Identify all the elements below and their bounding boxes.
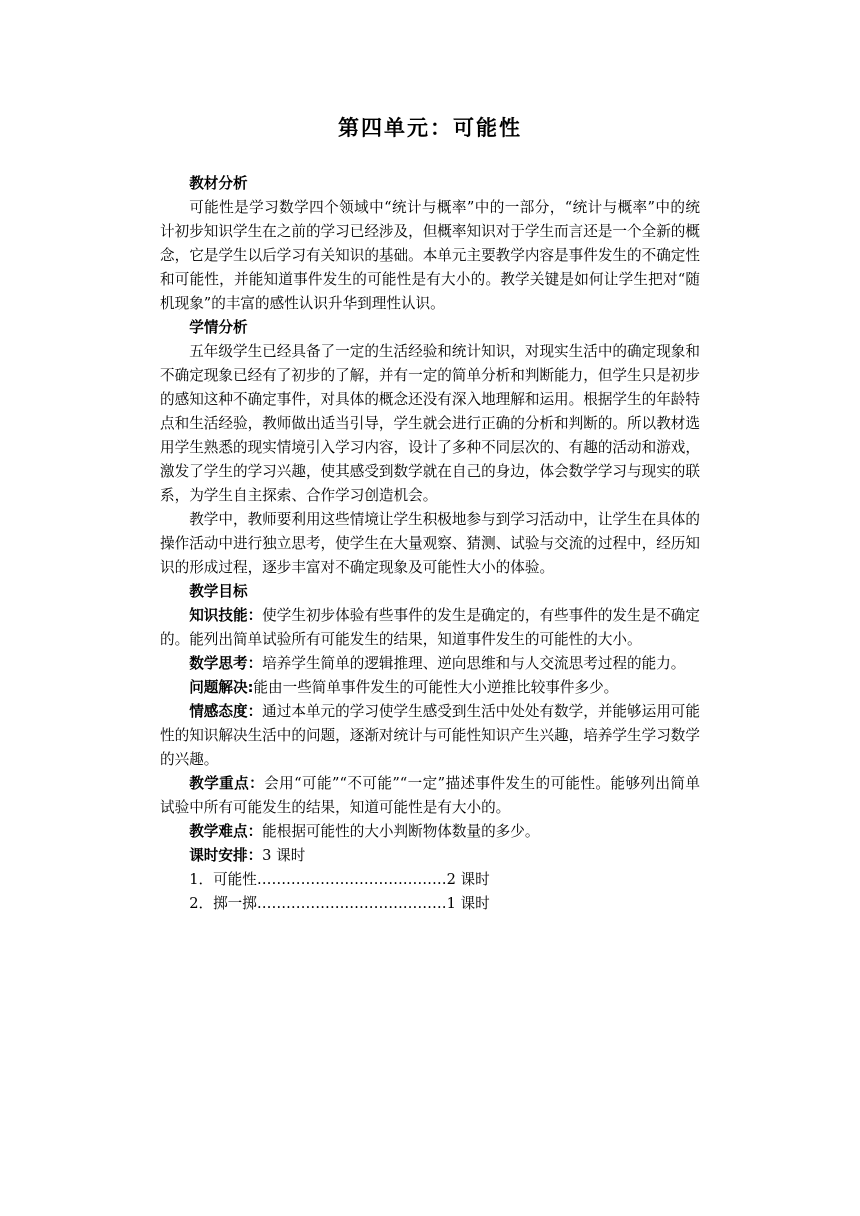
goal-problem-solving: [160, 676, 700, 700]
goal-text: 通过本单元的学习使学生感受到生活中处处有数学，并能够运用可能性的知识解决生活中的问题，逐渐对统计与可能性知识产生兴趣，培养学生学习数学的兴趣。: [160, 703, 700, 768]
goal-knowledge: [160, 604, 700, 652]
goal-label: 情感态度：: [189, 703, 263, 720]
difficulty-text: 能根据可能性的大小判断物体数量的多少。: [262, 823, 540, 840]
goal-label: 问题解决:: [189, 679, 254, 696]
teaching-difficulty: [160, 820, 700, 844]
goal-text: 能由一些简单事件发生的可能性大小逆推比较事件多少。: [253, 679, 619, 696]
schedule: [160, 844, 700, 868]
focus-label: 教学重点：: [189, 775, 265, 792]
section-heading-goals: 教学目标: [189, 583, 248, 600]
goal-thinking: [160, 652, 700, 676]
lesson-leader-dots: …………………………………: [256, 871, 447, 888]
focus-text: 会用“可能”“不可能”“一定”描述事件发生的可能性。能够列出简单试验中所有可能发生的结果，知道可能性是有大小的。: [160, 775, 700, 816]
lesson-hours: 2 课时: [446, 871, 490, 888]
document-body: [160, 172, 700, 916]
page-title: 第四单元：可能性: [338, 116, 522, 140]
goal-label: 数学思考：: [189, 655, 263, 672]
paragraph-material: 可能性是学习数学四个领域中“统计与概率”中的一部分，“统计与概率”中的统计初步知识学生在之前的学习已经涉及，但概率知识对于学生而言还是一个全新的概念，它是学生以后学习有关知识的基础。本单元主要教学内容是事件发生的不确定性和可能性，并能知道事件发生的可能性是有大小的。教学关键是如何让学生把对“随机现象”的丰富的感性认识升华到理性认识。: [160, 199, 700, 312]
schedule-text: 3 课时: [262, 847, 306, 864]
goal-attitude: [160, 700, 700, 772]
lesson-leader-dots: …………………………………: [256, 895, 447, 912]
lesson-item: [160, 868, 700, 892]
lesson-name: 2．掷一掷: [189, 895, 257, 912]
paragraph-students-2: 教学中，教师要利用这些情境让学生积极地参与到学习活动中，让学生在具体的操作活动中进行独立思考，使学生在大量观察、猜测、试验与交流的过程中，经历知识的形成过程，逐步丰富对不确定现象及可能性大小的体验。: [160, 511, 700, 576]
section-heading-material: 教材分析: [189, 175, 248, 192]
paragraph-students-1: 五年级学生已经具备了一定的生活经验和统计知识，对现实生活中的确定现象和不确定现象已经有了初步的了解，并有一定的简单分析和判断能力，但学生只是初步的感知这种不确定事件，对具体的概念还没有深入地理解和运用。根据学生的年龄特点和生活经验，教师做出适当引导，学生就会进行正确的分析和判断的。所以教材选用学生熟悉的现实情境引入学习内容，设计了多种不同层次的、有趣的活动和游戏，激发了学生的学习兴趣，使其感受到数学就在自己的身边，体会数学学习与现实的联系，为学生自主探索、合作学习创造机会。: [160, 343, 700, 504]
lesson-item: [160, 892, 700, 916]
section-heading-students: 学情分析: [189, 319, 248, 336]
schedule-label: 课时安排：: [189, 847, 263, 864]
goal-text: 培养学生简单的逻辑推理、逆向思维和与人交流思考过程的能力。: [262, 655, 686, 672]
lesson-name: 1．可能性: [189, 871, 257, 888]
goal-label: 知识技能：: [189, 607, 263, 624]
lesson-hours: 1 课时: [446, 895, 490, 912]
difficulty-label: 教学难点：: [189, 823, 263, 840]
teaching-focus: [160, 772, 700, 820]
goal-text: 使学生初步体验有些事件的发生是确定的，有些事件的发生是不确定的。能列出简单试验所有可能发生的结果，知道事件发生的可能性的大小。: [160, 607, 700, 648]
